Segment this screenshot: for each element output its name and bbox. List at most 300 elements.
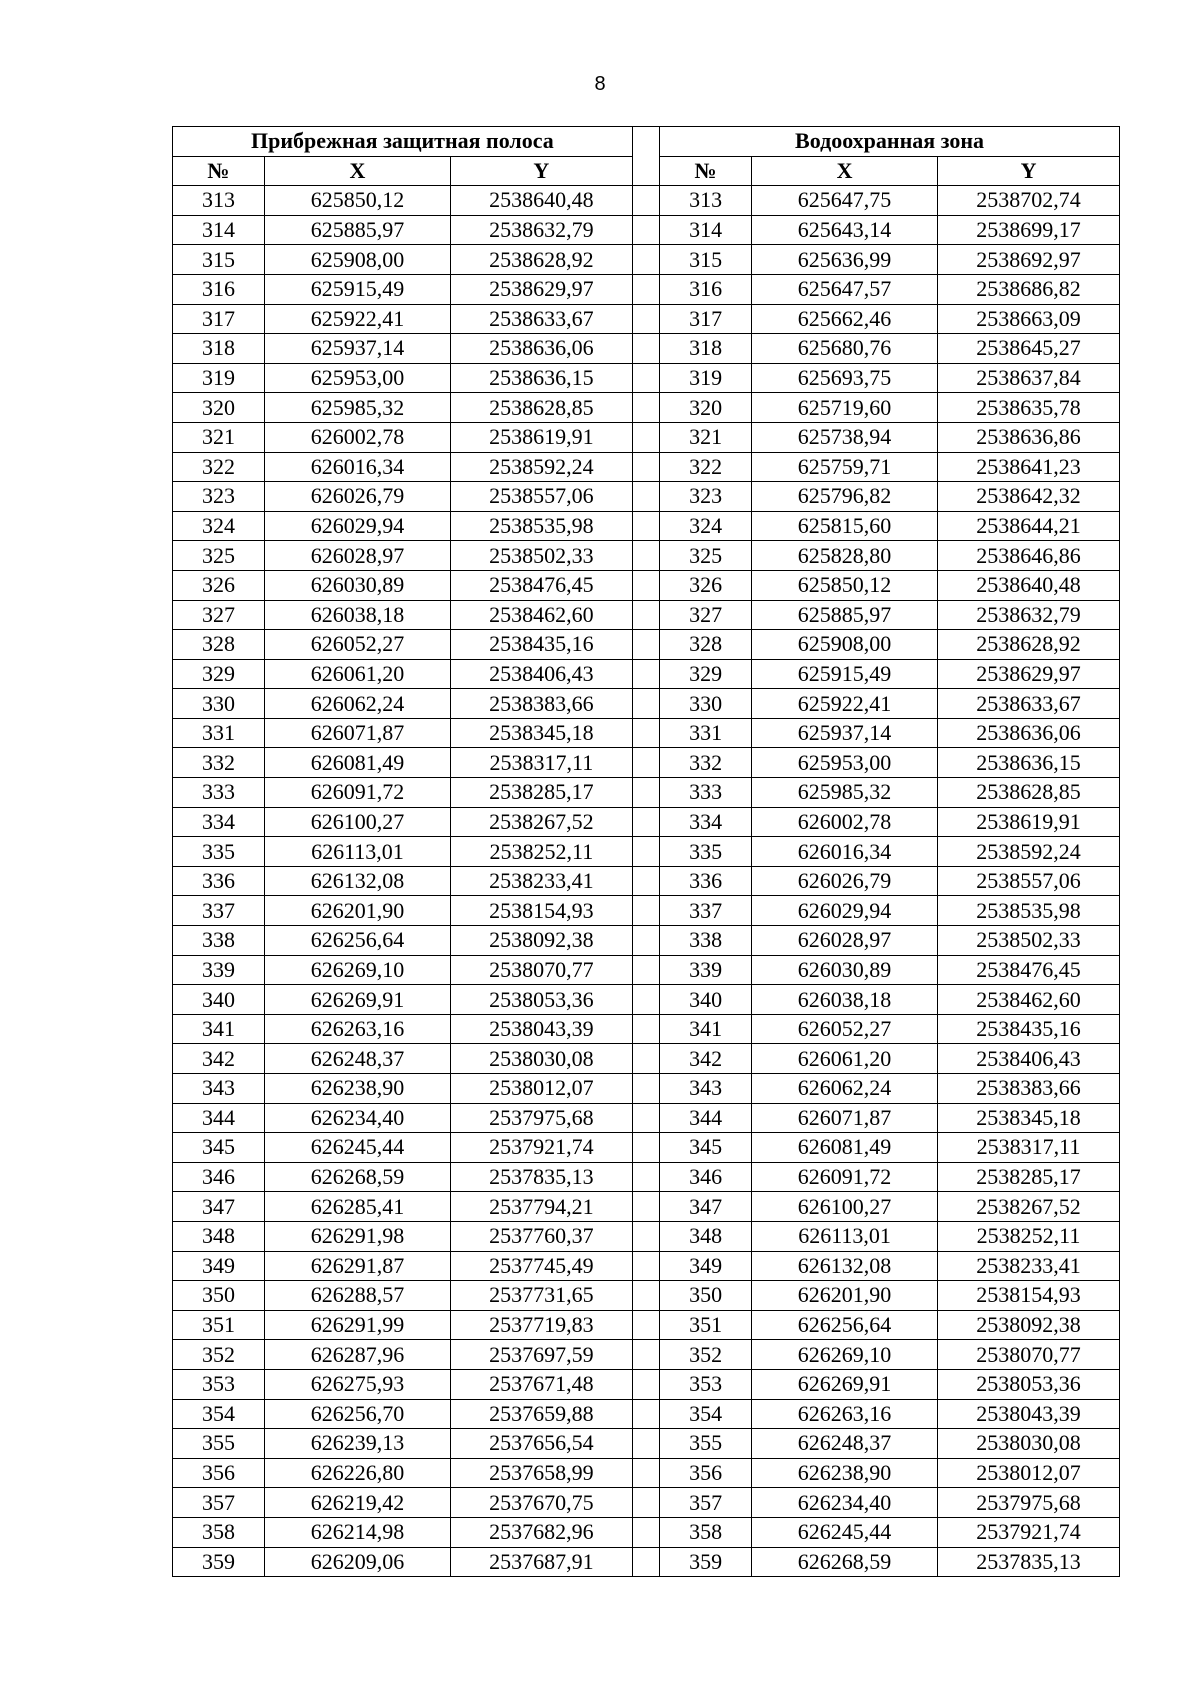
right-cell-number: 347 (660, 1192, 752, 1222)
right-cell-x: 626113,01 (752, 1221, 938, 1251)
left-cell-x: 626219,42 (264, 1488, 450, 1518)
right-cell-y: 2538476,45 (938, 955, 1120, 985)
left-header-x: X (264, 156, 450, 186)
column-separator (632, 186, 659, 216)
right-cell-number: 358 (660, 1517, 752, 1547)
table-row (173, 1251, 1120, 1281)
left-cell-x: 626029,94 (264, 511, 450, 541)
column-separator (632, 1162, 659, 1192)
left-cell-number: 333 (173, 778, 265, 808)
left-cell-x: 625953,00 (264, 363, 450, 393)
left-cell-y: 2538640,48 (450, 186, 632, 216)
table-row (173, 422, 1120, 452)
left-cell-y: 2537659,88 (450, 1399, 632, 1429)
left-cell-number: 327 (173, 600, 265, 630)
table-row (173, 1399, 1120, 1429)
table-row (173, 1133, 1120, 1163)
left-cell-x: 626256,70 (264, 1399, 450, 1429)
left-cell-x: 626028,97 (264, 541, 450, 571)
column-separator (632, 334, 659, 364)
right-cell-number: 333 (660, 778, 752, 808)
left-cell-y: 2538285,17 (450, 778, 632, 808)
left-cell-y: 2538012,07 (450, 1074, 632, 1104)
table-row (173, 1103, 1120, 1133)
left-cell-number: 359 (173, 1547, 265, 1577)
left-cell-number: 323 (173, 482, 265, 512)
right-cell-number: 350 (660, 1281, 752, 1311)
table-row (173, 837, 1120, 867)
right-cell-y: 2538702,74 (938, 186, 1120, 216)
column-separator (632, 659, 659, 689)
right-cell-number: 324 (660, 511, 752, 541)
right-cell-y: 2538030,08 (938, 1429, 1120, 1459)
left-cell-x: 626238,90 (264, 1074, 450, 1104)
left-cell-y: 2537921,74 (450, 1133, 632, 1163)
right-cell-y: 2538070,77 (938, 1340, 1120, 1370)
table-row (173, 866, 1120, 896)
left-cell-y: 2537745,49 (450, 1251, 632, 1281)
left-cell-x: 625908,00 (264, 245, 450, 275)
column-separator (632, 570, 659, 600)
left-cell-number: 318 (173, 334, 265, 364)
table-row (173, 926, 1120, 956)
left-cell-number: 354 (173, 1399, 265, 1429)
column-separator (632, 304, 659, 334)
left-cell-x: 626275,93 (264, 1369, 450, 1399)
right-cell-number: 348 (660, 1221, 752, 1251)
left-cell-y: 2538053,36 (450, 985, 632, 1015)
right-cell-y: 2538462,60 (938, 985, 1120, 1015)
left-cell-y: 2538636,15 (450, 363, 632, 393)
left-cell-y: 2538030,08 (450, 1044, 632, 1074)
left-cell-y: 2537835,13 (450, 1162, 632, 1192)
table-row (173, 718, 1120, 748)
right-cell-number: 325 (660, 541, 752, 571)
table-row (173, 955, 1120, 985)
right-cell-y: 2538535,98 (938, 896, 1120, 926)
left-cell-x: 626269,10 (264, 955, 450, 985)
right-cell-y: 2538645,27 (938, 334, 1120, 364)
column-separator (632, 1369, 659, 1399)
left-cell-number: 345 (173, 1133, 265, 1163)
right-cell-x: 625915,49 (752, 659, 938, 689)
left-cell-y: 2537794,21 (450, 1192, 632, 1222)
right-cell-x: 626038,18 (752, 985, 938, 1015)
right-cell-y: 2538699,17 (938, 215, 1120, 245)
right-cell-x: 626269,10 (752, 1340, 938, 1370)
left-section-title: Прибрежная защитная полоса (173, 127, 633, 157)
left-cell-x: 625850,12 (264, 186, 450, 216)
left-cell-y: 2537760,37 (450, 1221, 632, 1251)
right-cell-number: 329 (660, 659, 752, 689)
right-cell-number: 319 (660, 363, 752, 393)
left-header-number: № (173, 156, 265, 186)
column-separator (632, 1074, 659, 1104)
left-cell-y: 2538633,67 (450, 304, 632, 334)
column-separator (632, 215, 659, 245)
left-cell-y: 2538535,98 (450, 511, 632, 541)
left-cell-y: 2538632,79 (450, 215, 632, 245)
right-cell-x: 626238,90 (752, 1458, 938, 1488)
right-cell-x: 626248,37 (752, 1429, 938, 1459)
column-separator (632, 955, 659, 985)
left-cell-x: 626038,18 (264, 600, 450, 630)
left-cell-y: 2538435,16 (450, 630, 632, 660)
table-row (173, 630, 1120, 660)
left-cell-x: 626002,78 (264, 422, 450, 452)
right-cell-number: 336 (660, 866, 752, 896)
left-cell-x: 625885,97 (264, 215, 450, 245)
right-cell-x: 625985,32 (752, 778, 938, 808)
column-separator (632, 1488, 659, 1518)
left-cell-x: 626052,27 (264, 630, 450, 660)
column-separator (632, 1547, 659, 1577)
right-cell-y: 2538557,06 (938, 866, 1120, 896)
table-row (173, 1429, 1120, 1459)
right-cell-x: 626071,87 (752, 1103, 938, 1133)
right-cell-x: 625937,14 (752, 718, 938, 748)
right-cell-number: 345 (660, 1133, 752, 1163)
right-cell-x: 625796,82 (752, 482, 938, 512)
left-cell-number: 320 (173, 393, 265, 423)
left-cell-number: 346 (173, 1162, 265, 1192)
right-cell-x: 626026,79 (752, 866, 938, 896)
right-cell-y: 2538092,38 (938, 1310, 1120, 1340)
left-cell-x: 626062,24 (264, 689, 450, 719)
left-cell-y: 2537975,68 (450, 1103, 632, 1133)
right-cell-y: 2537835,13 (938, 1547, 1120, 1577)
left-cell-x: 626061,20 (264, 659, 450, 689)
right-cell-x: 626201,90 (752, 1281, 938, 1311)
table-row (173, 896, 1120, 926)
left-cell-x: 626132,08 (264, 866, 450, 896)
right-cell-x: 626256,64 (752, 1310, 938, 1340)
left-cell-x: 626016,34 (264, 452, 450, 482)
right-cell-y: 2538053,36 (938, 1369, 1120, 1399)
right-cell-y: 2538435,16 (938, 1014, 1120, 1044)
right-cell-number: 349 (660, 1251, 752, 1281)
left-cell-y: 2538383,66 (450, 689, 632, 719)
left-cell-number: 344 (173, 1103, 265, 1133)
right-cell-number: 328 (660, 630, 752, 660)
left-cell-number: 313 (173, 186, 265, 216)
left-cell-y: 2537670,75 (450, 1488, 632, 1518)
right-cell-y: 2538641,23 (938, 452, 1120, 482)
right-cell-x: 626061,20 (752, 1044, 938, 1074)
table-row (173, 511, 1120, 541)
left-cell-number: 352 (173, 1340, 265, 1370)
table-row (173, 1517, 1120, 1547)
right-cell-x: 626052,27 (752, 1014, 938, 1044)
left-cell-number: 325 (173, 541, 265, 571)
table-row (173, 748, 1120, 778)
left-cell-number: 355 (173, 1429, 265, 1459)
right-cell-x: 626263,16 (752, 1399, 938, 1429)
column-separator (632, 896, 659, 926)
right-cell-number: 342 (660, 1044, 752, 1074)
right-cell-number: 353 (660, 1369, 752, 1399)
right-cell-number: 330 (660, 689, 752, 719)
left-cell-y: 2538628,85 (450, 393, 632, 423)
column-separator (632, 1517, 659, 1547)
column-separator (632, 245, 659, 275)
left-cell-y: 2538636,06 (450, 334, 632, 364)
left-cell-x: 626269,91 (264, 985, 450, 1015)
right-cell-x: 626062,24 (752, 1074, 938, 1104)
right-cell-y: 2538619,91 (938, 807, 1120, 837)
right-cell-number: 331 (660, 718, 752, 748)
left-cell-x: 626291,99 (264, 1310, 450, 1340)
left-cell-x: 626214,98 (264, 1517, 450, 1547)
left-cell-x: 625915,49 (264, 274, 450, 304)
section-title-row (173, 127, 1120, 157)
column-separator (632, 1458, 659, 1488)
left-cell-y: 2537671,48 (450, 1369, 632, 1399)
left-cell-y: 2538092,38 (450, 926, 632, 956)
right-cell-x: 626030,89 (752, 955, 938, 985)
table-row (173, 570, 1120, 600)
column-separator (632, 926, 659, 956)
column-separator (632, 1133, 659, 1163)
right-cell-x: 626234,40 (752, 1488, 938, 1518)
table-row (173, 1221, 1120, 1251)
left-cell-y: 2538462,60 (450, 600, 632, 630)
column-separator (632, 866, 659, 896)
left-cell-x: 626248,37 (264, 1044, 450, 1074)
right-cell-y: 2538233,41 (938, 1251, 1120, 1281)
left-cell-number: 342 (173, 1044, 265, 1074)
right-cell-y: 2538633,67 (938, 689, 1120, 719)
column-separator (632, 1429, 659, 1459)
right-cell-y: 2538317,11 (938, 1133, 1120, 1163)
right-cell-y: 2538383,66 (938, 1074, 1120, 1104)
table-row (173, 1014, 1120, 1044)
column-separator (632, 1192, 659, 1222)
right-cell-number: 355 (660, 1429, 752, 1459)
right-cell-number: 335 (660, 837, 752, 867)
right-cell-x: 625759,71 (752, 452, 938, 482)
column-separator (632, 689, 659, 719)
column-separator (632, 482, 659, 512)
right-cell-x: 626132,08 (752, 1251, 938, 1281)
right-cell-x: 625647,57 (752, 274, 938, 304)
right-cell-y: 2538252,11 (938, 1221, 1120, 1251)
left-cell-y: 2537719,83 (450, 1310, 632, 1340)
right-cell-x: 625922,41 (752, 689, 938, 719)
right-cell-number: 326 (660, 570, 752, 600)
right-cell-y: 2537975,68 (938, 1488, 1120, 1518)
left-cell-number: 319 (173, 363, 265, 393)
right-cell-y: 2538285,17 (938, 1162, 1120, 1192)
coordinates-table (172, 126, 1120, 1577)
right-cell-number: 316 (660, 274, 752, 304)
column-separator (632, 630, 659, 660)
page-number: 8 (594, 73, 606, 95)
table-row (173, 1074, 1120, 1104)
column-separator (632, 1340, 659, 1370)
left-cell-number: 351 (173, 1310, 265, 1340)
left-cell-number: 347 (173, 1192, 265, 1222)
table-row (173, 482, 1120, 512)
left-cell-number: 322 (173, 452, 265, 482)
right-header-number: № (660, 156, 752, 186)
table-row (173, 1192, 1120, 1222)
left-cell-y: 2538345,18 (450, 718, 632, 748)
left-cell-x: 626209,06 (264, 1547, 450, 1577)
column-separator (632, 807, 659, 837)
right-cell-y: 2538642,32 (938, 482, 1120, 512)
column-separator (632, 363, 659, 393)
left-cell-x: 626113,01 (264, 837, 450, 867)
left-cell-y: 2537682,96 (450, 1517, 632, 1547)
table-row (173, 304, 1120, 334)
left-cell-x: 626256,64 (264, 926, 450, 956)
right-cell-number: 332 (660, 748, 752, 778)
table-row (173, 215, 1120, 245)
right-cell-x: 625693,75 (752, 363, 938, 393)
table-row (173, 600, 1120, 630)
left-cell-y: 2538233,41 (450, 866, 632, 896)
right-cell-y: 2538636,15 (938, 748, 1120, 778)
table-row (173, 689, 1120, 719)
left-header-y: Y (450, 156, 632, 186)
table-row (173, 985, 1120, 1015)
right-cell-number: 314 (660, 215, 752, 245)
right-cell-y: 2538640,48 (938, 570, 1120, 600)
right-cell-y: 2538154,93 (938, 1281, 1120, 1311)
left-cell-number: 353 (173, 1369, 265, 1399)
table-row (173, 541, 1120, 571)
right-cell-number: 327 (660, 600, 752, 630)
left-cell-number: 335 (173, 837, 265, 867)
right-cell-x: 625885,97 (752, 600, 938, 630)
left-cell-number: 328 (173, 630, 265, 660)
table-row (173, 452, 1120, 482)
left-cell-number: 356 (173, 1458, 265, 1488)
column-separator (632, 600, 659, 630)
left-cell-x: 626026,79 (264, 482, 450, 512)
right-cell-y: 2538628,85 (938, 778, 1120, 808)
right-header-y: Y (938, 156, 1120, 186)
right-cell-x: 626245,44 (752, 1517, 938, 1547)
right-cell-x: 626081,49 (752, 1133, 938, 1163)
right-cell-number: 323 (660, 482, 752, 512)
left-cell-number: 334 (173, 807, 265, 837)
right-cell-number: 343 (660, 1074, 752, 1104)
left-cell-number: 314 (173, 215, 265, 245)
table-row (173, 274, 1120, 304)
left-cell-number: 348 (173, 1221, 265, 1251)
right-cell-y: 2538635,78 (938, 393, 1120, 423)
right-cell-x: 625680,76 (752, 334, 938, 364)
right-cell-x: 625643,14 (752, 215, 938, 245)
right-cell-number: 340 (660, 985, 752, 1015)
left-cell-number: 338 (173, 926, 265, 956)
right-cell-x: 625662,46 (752, 304, 938, 334)
left-cell-x: 626263,16 (264, 1014, 450, 1044)
column-separator (632, 1399, 659, 1429)
left-cell-x: 626081,49 (264, 748, 450, 778)
right-cell-y: 2538628,92 (938, 630, 1120, 660)
right-cell-y: 2538345,18 (938, 1103, 1120, 1133)
right-cell-number: 339 (660, 955, 752, 985)
left-cell-y: 2538070,77 (450, 955, 632, 985)
right-cell-number: 322 (660, 452, 752, 482)
right-cell-y: 2538692,97 (938, 245, 1120, 275)
table-row (173, 1488, 1120, 1518)
table-row (173, 1162, 1120, 1192)
left-cell-x: 625922,41 (264, 304, 450, 334)
table-row (173, 778, 1120, 808)
table-row (173, 334, 1120, 364)
right-cell-y: 2538636,06 (938, 718, 1120, 748)
left-cell-number: 349 (173, 1251, 265, 1281)
right-cell-x: 625850,12 (752, 570, 938, 600)
column-separator (632, 1044, 659, 1074)
left-cell-number: 350 (173, 1281, 265, 1311)
right-cell-number: 317 (660, 304, 752, 334)
left-cell-y: 2538317,11 (450, 748, 632, 778)
left-cell-number: 329 (173, 659, 265, 689)
table-row (173, 807, 1120, 837)
left-cell-y: 2537687,91 (450, 1547, 632, 1577)
column-separator (632, 452, 659, 482)
right-cell-x: 626269,91 (752, 1369, 938, 1399)
left-cell-y: 2538502,33 (450, 541, 632, 571)
right-cell-y: 2538636,86 (938, 422, 1120, 452)
left-cell-y: 2538406,43 (450, 659, 632, 689)
column-separator (632, 778, 659, 808)
left-cell-number: 339 (173, 955, 265, 985)
right-cell-number: 346 (660, 1162, 752, 1192)
right-cell-x: 625815,60 (752, 511, 938, 541)
right-cell-number: 344 (660, 1103, 752, 1133)
left-cell-x: 626091,72 (264, 778, 450, 808)
right-cell-y: 2538406,43 (938, 1044, 1120, 1074)
right-cell-x: 625719,60 (752, 393, 938, 423)
left-cell-y: 2537658,99 (450, 1458, 632, 1488)
column-separator (632, 748, 659, 778)
right-cell-number: 351 (660, 1310, 752, 1340)
right-cell-x: 626029,94 (752, 896, 938, 926)
left-cell-y: 2538267,52 (450, 807, 632, 837)
left-cell-number: 315 (173, 245, 265, 275)
column-separator (632, 422, 659, 452)
left-cell-number: 317 (173, 304, 265, 334)
right-cell-number: 337 (660, 896, 752, 926)
right-cell-number: 321 (660, 422, 752, 452)
column-separator (632, 1221, 659, 1251)
table-row (173, 1369, 1120, 1399)
left-cell-y: 2537697,59 (450, 1340, 632, 1370)
left-cell-x: 626226,80 (264, 1458, 450, 1488)
right-cell-number: 334 (660, 807, 752, 837)
left-cell-y: 2538592,24 (450, 452, 632, 482)
left-cell-number: 357 (173, 1488, 265, 1518)
left-cell-number: 316 (173, 274, 265, 304)
right-cell-y: 2538629,97 (938, 659, 1120, 689)
right-cell-x: 625908,00 (752, 630, 938, 660)
right-cell-number: 352 (660, 1340, 752, 1370)
right-cell-x: 625738,94 (752, 422, 938, 452)
left-cell-x: 626234,40 (264, 1103, 450, 1133)
left-cell-x: 626268,59 (264, 1162, 450, 1192)
column-separator (632, 393, 659, 423)
right-cell-y: 2538686,82 (938, 274, 1120, 304)
left-cell-x: 626201,90 (264, 896, 450, 926)
right-cell-number: 313 (660, 186, 752, 216)
right-cell-y: 2538646,86 (938, 541, 1120, 571)
